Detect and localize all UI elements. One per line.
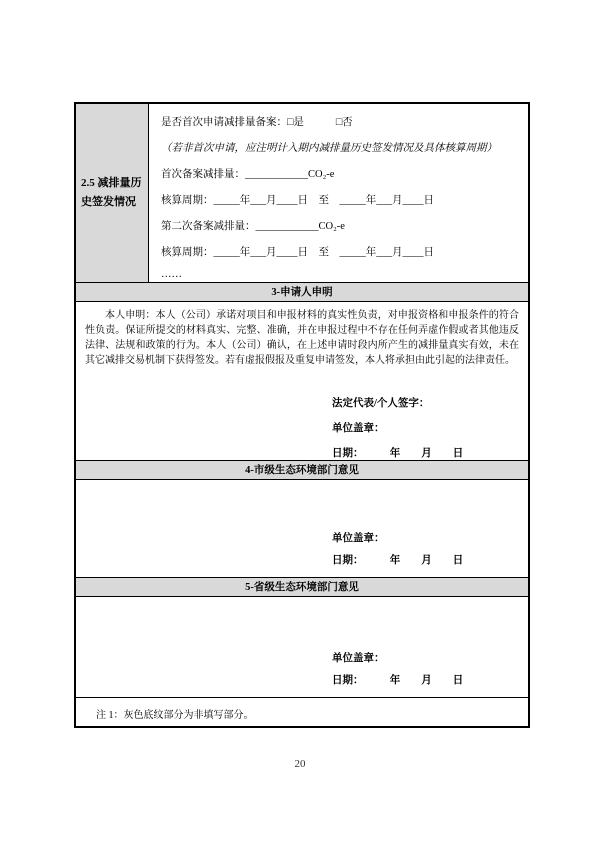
provincial-department-opinion-cell xyxy=(76,597,528,697)
checkbox-no[interactable]: □否 xyxy=(335,117,353,128)
page-number: 20 xyxy=(294,758,306,770)
first-time-question-line xyxy=(161,110,524,136)
declaration-signature-block xyxy=(332,397,463,472)
ellipsis-line: …… xyxy=(161,269,182,280)
row-label-line-1: 2.5 减排量历 xyxy=(81,177,142,189)
municipal-signature-block xyxy=(332,523,463,567)
company-seal-label: 单位盖章： xyxy=(332,533,385,544)
municipal-department-opinion-cell xyxy=(76,480,528,577)
date-label: 日期： 年 月 日 xyxy=(332,448,464,459)
first-time-question-label: 是否首次申请减排量备案： xyxy=(161,117,287,128)
non-first-time-note: （若非首次申请，应注明计入期内减排量历史签发情况及具体核算周期） xyxy=(161,143,497,154)
checkbox-yes[interactable]: □是 xyxy=(287,117,304,128)
application-form-table xyxy=(74,102,530,728)
first-record-blank-line: 首次备案减排量：____________CO₂-e xyxy=(161,169,335,180)
declaration-text: 本人申明：本人（公司）承诺对项目和申报材料的真实性负责，对申报资格和申报条件的符合性负责。保证所提交的材料真实、完整、准确，并在申报过程中不存在任何弄虚作假或者其他违反法律、法规和政策的行为。本人（公司）确认，在上述申请时段内所产生的减排量真实有效，未在其它减排交易机制下获得签发。若有虚报假报及重复申请签发，本人将承担由此引起的法律责任。 xyxy=(85,310,519,366)
second-record-blank-line: 第二次备案减排量：____________CO₂-e xyxy=(161,221,345,232)
issuance-history-content xyxy=(149,104,528,282)
provincial-signature-block xyxy=(332,643,463,687)
section-5-header: 5-省级生态环境部门意见 xyxy=(76,577,528,597)
row-issuance-history xyxy=(76,104,528,282)
footer-note: 注 1：灰色底纹部分为非填写部分。 xyxy=(76,697,528,726)
row-label-2-5 xyxy=(76,104,149,282)
date-label: 日期： 年 月 日 xyxy=(332,555,464,566)
second-accounting-period-line: 核算周期：_____年___月____日 至 _____年___月____日 xyxy=(161,247,434,258)
section-3-header: 3-申请人申明 xyxy=(76,282,528,302)
first-accounting-period-line: 核算周期：_____年___月____日 至 _____年___月____日 xyxy=(161,195,434,206)
date-label: 日期： 年 月 日 xyxy=(332,675,464,686)
section-4-header: 4-市级生态环境部门意见 xyxy=(76,460,528,480)
company-seal-label: 单位盖章： xyxy=(332,653,385,664)
applicant-declaration-cell xyxy=(76,302,528,460)
company-seal-label: 单位盖章： xyxy=(332,423,385,434)
row-label-line-2: 史签发情况 xyxy=(81,196,136,208)
legal-representative-signature-label: 法定代表/个人签字： xyxy=(332,398,430,409)
